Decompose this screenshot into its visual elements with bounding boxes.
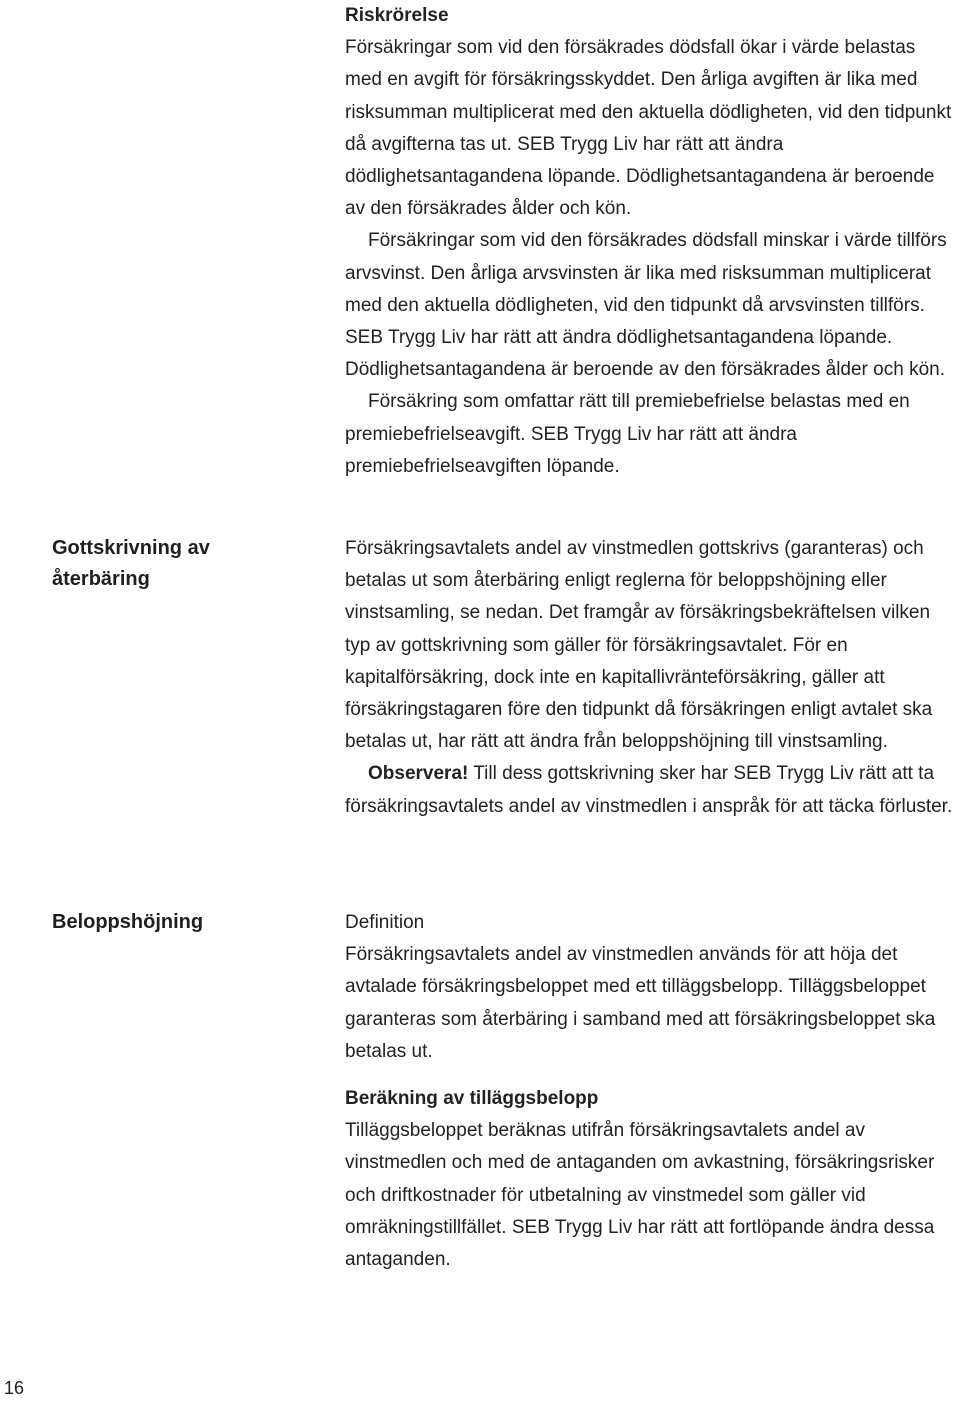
definition-paragraph: Försäkringsavtalets andel av vinstmedlen används för att höja det avtalade försäkringsbeloppet med ett tilläggsbelopp. Tilläggsbeloppet garanteras som återbäring i samband med att försäkringsbeloppet ska betalas ut. xyxy=(345,944,936,1062)
berakning-section xyxy=(345,1083,957,1276)
riskrorelse-paragraph-3: Försäkring som omfattar rätt till premiebefrielse belastas med en premiebefrielseavgift. SEB Trygg Liv har rätt att ändra premiebefrielseavgiften löpande. xyxy=(345,391,910,477)
berakning-paragraph: Tilläggsbeloppet beräknas utifrån försäkringsavtalets andel av vinstmedlen och med de antaganden om avkastning, försäkringsrisker och driftkostnader för utbetalning av vinstmedel som gäller vid omräkningstillfället. SEB Trygg Liv har rätt att fortlöpande ändra dessa antaganden. xyxy=(345,1120,935,1271)
riskrorelse-paragraph-2: Försäkringar som vid den försäkrades dödsfall minskar i värde tillförs arvsvinst. Den årliga arvsvinsten är lika med risksumman multiplicerat med den aktuella dödligheten, vid den tidpunkt då arvsvinsten tillförs. SEB Trygg Liv har rätt att ändra dödlighetsantagandena löpande. Dödlighetsantagandena är beroende av den försäkrades ålder och kön. xyxy=(345,230,947,381)
beloppshojning-label: Beloppshöjning xyxy=(52,911,204,933)
gottskrivning-paragraph: Försäkringsavtalets andel av vinstmedlen gottskrivs (garanteras) och betalas ut som återbäring enligt reglerna för beloppshöjning eller vinstsamling, se nedan. Det framgår av försäkringsbekräftelsen vilken typ av gottskrivning som gäller för försäkringsavtalet. För en kapitalförsäkring, dock inte en kapitallivränteförsäkring, gäller att försäkringstagaren före den tidpunkt då försäkringen enligt avtalet ska betalas ut, har rätt att ändra från beloppshöjning till vinstsamling. xyxy=(345,538,933,753)
definition-heading: Definition xyxy=(345,912,425,933)
riskrorelse-paragraph-1: Försäkringar som vid den försäkrades dödsfall ökar i värde belastas med en avgift för försäkringsskyddet. Den årliga avgiften är lika med risksumman multiplicerat med den aktuella dödligheten, vid den tidpunkt då avgifterna tas ut. SEB Trygg Liv har rätt att ändra dödlighetsantagandena löpande. Dödlighetsantagandena är beroende av den försäkrades ålder och kön. xyxy=(345,37,952,220)
definition-section xyxy=(345,907,957,1068)
observera-paragraph xyxy=(345,758,957,822)
riskrorelse-section xyxy=(345,0,957,483)
riskrorelse-heading: Riskrörelse xyxy=(345,5,449,26)
berakning-heading: Beräkning av tilläggsbelopp xyxy=(345,1088,599,1109)
gottskrivning-label: Gottskrivning av återbäring xyxy=(52,537,210,590)
page-number: 16 xyxy=(4,1378,25,1398)
observera-text: Till dess gottskrivning sker har SEB Trygg Liv rätt att ta försäkringsavtalets andel av vinstmedlen i anspråk för att täcka förluster. xyxy=(345,763,953,817)
observera-label: Observera! xyxy=(368,763,469,785)
gottskrivning-section xyxy=(345,533,957,823)
